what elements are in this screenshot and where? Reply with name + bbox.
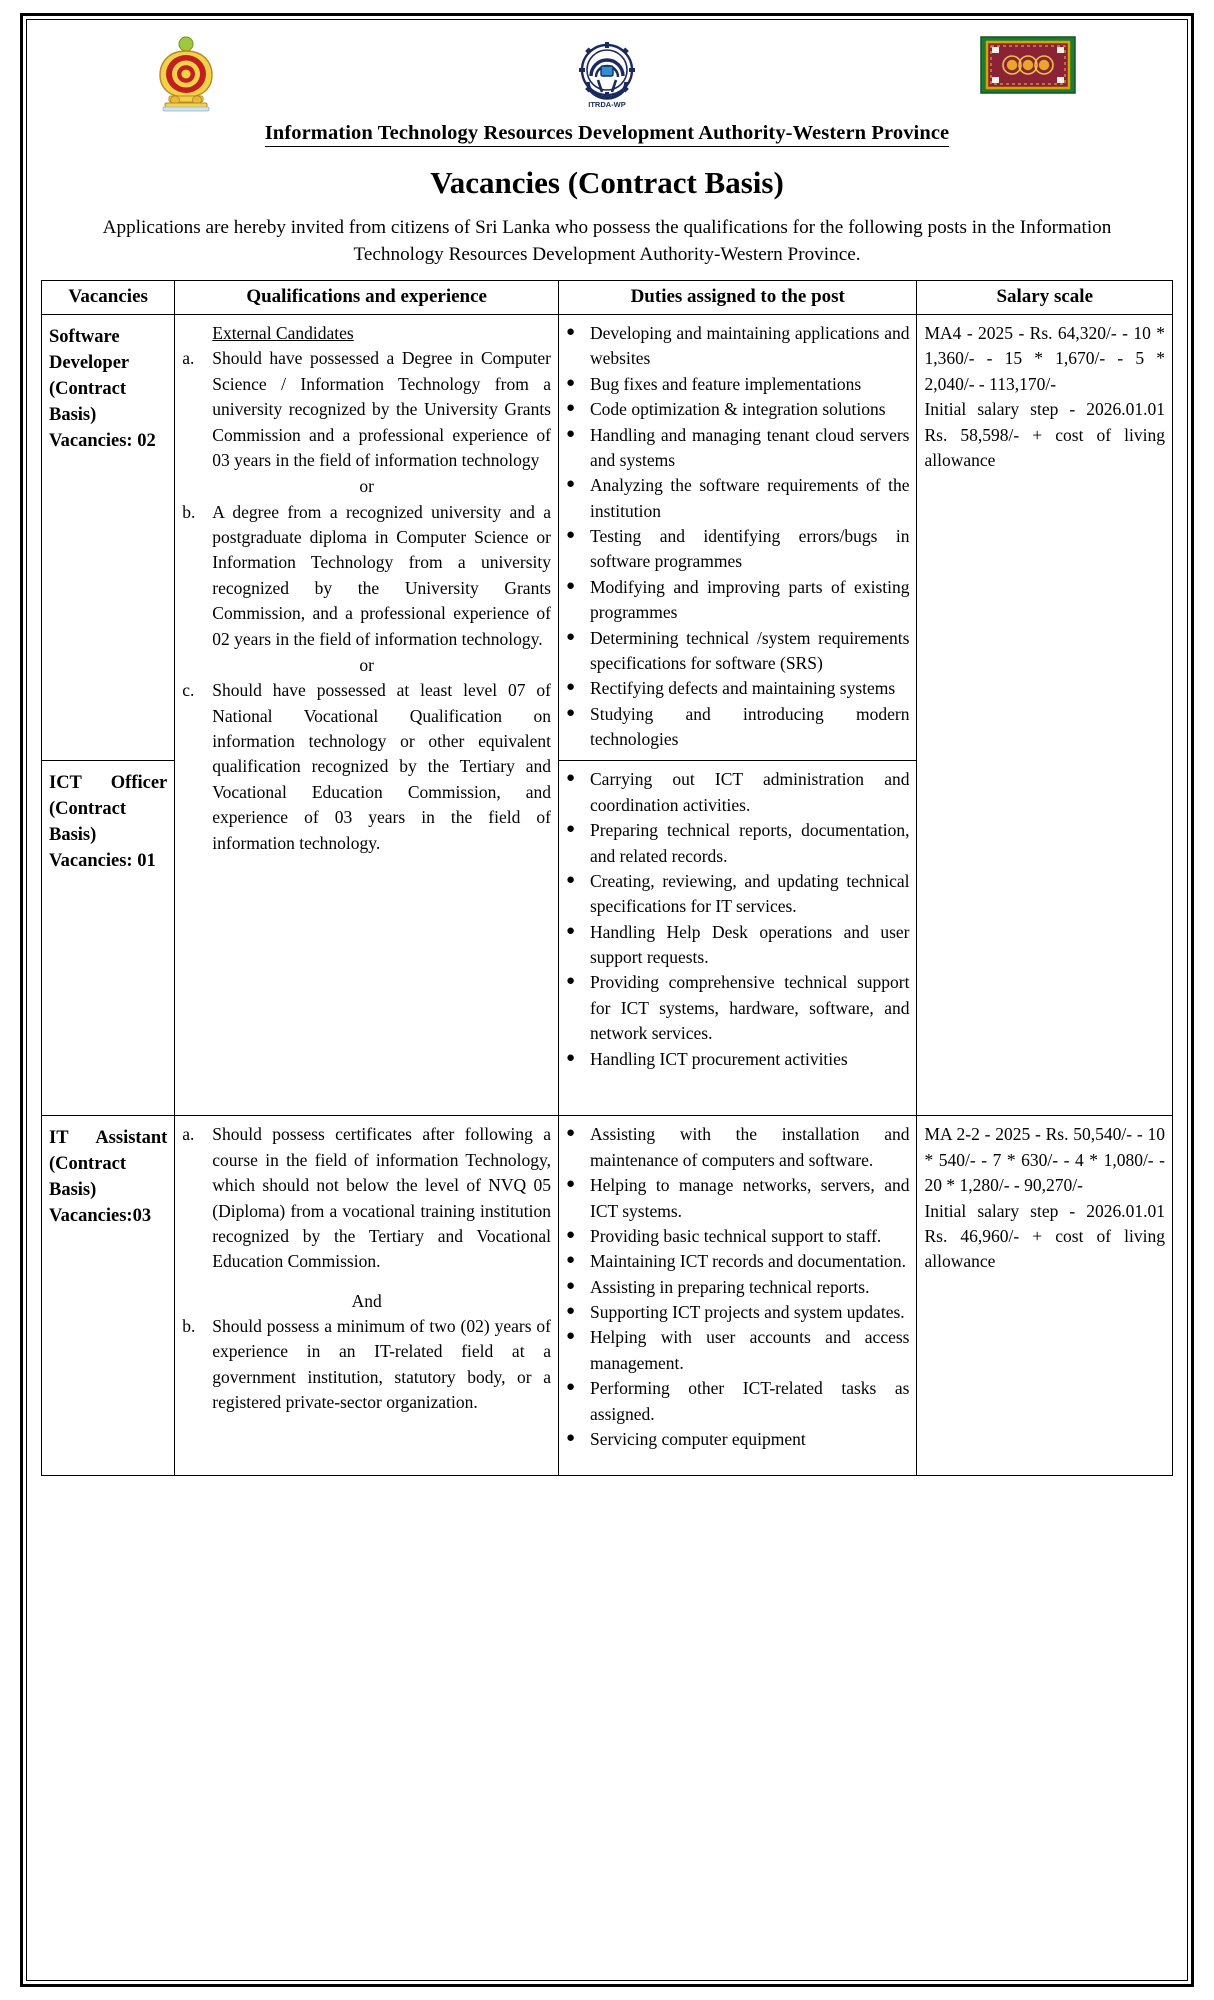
salary-initial-step-it-assistant: Initial salary step - 2026.01.01 Rs. 46,960/- + cost of living allowance <box>924 1200 1165 1272</box>
bullet-icon: ● <box>566 770 576 787</box>
qualification-text: Should have possessed a Degree in Computer Science / Information Technology from a university recognized by the University Grants Commission and a professional experience of 03 years in the field of information technology <box>212 348 551 470</box>
bullet-icon: ● <box>566 1303 576 1319</box>
duty-item <box>566 1173 909 1224</box>
post-line-1: ICT <box>49 773 82 794</box>
duty-item <box>566 1275 909 1300</box>
qualification-item <box>182 1314 551 1416</box>
bullet-icon: ● <box>566 527 576 543</box>
post-cell-software-developer <box>42 315 175 761</box>
page-frame <box>20 13 1194 1987</box>
duty-text: Bug fixes and feature implementations <box>590 373 862 394</box>
salary-initial-step-software-developer: Initial salary step - 2026.01.01 Rs. 58,598/- + cost of living allowance <box>924 399 1165 470</box>
qualification-text: Should have possessed at least level 07 of National Vocational Qualification on information technology or other equivalent qualification recognized by the Tertiary and Vocational Education Commission, and experience of 03 years in the field of information technology. <box>212 680 551 853</box>
duty-text: Handling ICT procurement activities <box>590 1048 848 1069</box>
duty-item <box>566 920 909 971</box>
duty-text: Studying and introducing modern technologies <box>590 703 910 749</box>
bullet-icon: ● <box>566 679 576 696</box>
bullet-icon: ● <box>566 1252 576 1269</box>
duty-item <box>566 423 909 474</box>
qualification-item <box>182 346 551 473</box>
bullet-icon: ● <box>566 628 576 645</box>
qualifications-list <box>182 1122 551 1274</box>
post-line-3: (Contract <box>49 1154 127 1175</box>
post-vacancy-count: Vacancies:03 <box>49 1206 152 1227</box>
qualification-text: Should possess certificates after following a course in the field of information Technology, which should not below the level of NVQ 05 (Diploma) from a vocational training institution recognized by the Tertiary and Vocational Education Commission. <box>212 1124 551 1272</box>
duty-item <box>566 626 909 677</box>
post-line-4: Basis) <box>49 825 97 846</box>
bullet-icon: ● <box>566 1277 576 1294</box>
qualifications-list <box>182 346 551 473</box>
bullet-icon: ● <box>566 1125 576 1142</box>
duty-text: Supporting ICT projects and system updates. <box>590 1302 905 1322</box>
bullet-icon: ● <box>566 1049 576 1066</box>
duty-item <box>566 372 909 397</box>
qualification-marker: c. <box>182 680 195 701</box>
duty-text: Providing basic technical support to staff. <box>590 1225 882 1246</box>
duty-text: Determining technical /system requirements specifications for software (SRS) <box>590 627 910 673</box>
bullet-icon: ● <box>566 871 576 888</box>
table-row <box>42 1116 1173 1476</box>
qualification-text: Should possess a minimum of two (02) years of experience in an IT-related field at a government institution, statutory body, or a registered private-sector organization. <box>212 1316 551 1413</box>
organization-title-text: Information Technology Resources Development Authority-Western Province <box>265 122 950 147</box>
bullet-icon: ● <box>566 922 576 939</box>
duty-text: Helping to manage networks, servers, and ICT systems. <box>590 1175 910 1221</box>
bullet-icon: ● <box>566 324 576 340</box>
post-line-4: Basis) <box>49 1180 97 1201</box>
duty-text: Analyzing the software requirements of the institution <box>590 475 910 521</box>
bullet-icon: ● <box>566 476 576 493</box>
itrda-wp-logo-icon <box>572 36 642 117</box>
qualifications-list <box>182 678 551 856</box>
duty-text: Handling Help Desk operations and user support requests. <box>590 921 910 967</box>
bullet-icon: ● <box>566 1328 576 1345</box>
post-vacancy-count: Vacancies: 02 <box>49 430 156 451</box>
post-line-3: (Contract <box>49 799 127 820</box>
qualifications-list <box>182 500 551 652</box>
duty-text: Preparing technical reports, documentation, and related records. <box>590 820 910 866</box>
post-vacancy-count: Vacancies: 01 <box>49 851 156 872</box>
post-title-it-assistant <box>49 1122 167 1230</box>
bullet-icon: ● <box>566 704 576 721</box>
qualifications-list <box>182 1314 551 1416</box>
qualification-marker: b. <box>182 501 196 522</box>
column-header-salary: Salary scale <box>917 281 1173 315</box>
duty-text: Creating, reviewing, and updating technical specifications for IT services. <box>590 870 910 917</box>
post-title-software-developer <box>49 321 167 454</box>
sri-lanka-government-emblem-icon <box>155 36 217 117</box>
post-title-ict-officer <box>49 767 167 875</box>
qualification-item <box>182 500 551 652</box>
duty-item <box>566 575 909 626</box>
qualification-marker: a. <box>182 1124 195 1145</box>
duties-list-software-developer <box>566 321 909 752</box>
duty-text: Code optimization & integration solutions <box>590 399 886 420</box>
duty-item <box>566 818 909 869</box>
duties-cell-software-developer <box>559 315 917 761</box>
bullet-icon: ● <box>566 400 576 417</box>
duty-item <box>566 676 909 701</box>
post-line-3: (Contract <box>49 378 127 399</box>
salary-scale-it-assistant: MA 2-2 - 2025 - Rs. 50,540/- - 10 * 540/- - 7 * 630/- - 4 * 1,080/- - 20 * 1,280/- - 90,270/- <box>924 1124 1165 1196</box>
post-line-1-2 <box>49 771 167 797</box>
duty-text: Rectifying defects and maintaining systems <box>590 678 896 699</box>
duty-text: Assisting in preparing technical reports. <box>590 1276 870 1297</box>
duty-text: Providing comprehensive technical support for ICT systems, hardware, software, and network services. <box>590 972 910 1044</box>
duty-text: Handling and managing tenant cloud servers and systems <box>590 424 910 470</box>
organization-title <box>41 122 1173 145</box>
duty-item <box>566 1224 909 1249</box>
qualification-separator-or-2: or <box>359 654 374 675</box>
qualification-separator-or-1: or <box>359 476 374 497</box>
bullet-icon: ● <box>566 973 576 990</box>
qualifications-cell-it-assistant <box>175 1116 559 1476</box>
salary-scale-software-developer: MA4 - 2025 - Rs. 64,320/- - 10 * 1,360/- - 15 * 1,670/- - 5 * 2,040/- - 113,170/- <box>924 323 1165 394</box>
duty-text: Testing and identifying errors/bugs in software programmes <box>590 526 910 572</box>
svg-text:ITRDA-WP: ITRDA-WP <box>588 100 626 109</box>
table-row <box>42 315 1173 761</box>
qualification-item <box>182 678 551 856</box>
qualifications-cell-software-developer-ict-officer <box>175 315 559 1116</box>
bullet-icon: ● <box>566 374 576 391</box>
post-line-1: Software <box>49 327 120 347</box>
duty-item <box>566 1325 909 1376</box>
bullet-icon: ● <box>566 425 576 442</box>
column-header-duties: Duties assigned to the post <box>559 281 917 315</box>
post-line-1-2 <box>49 1126 167 1152</box>
duties-list-it-assistant <box>566 1122 909 1452</box>
post-line-2: Developer <box>49 352 130 373</box>
duty-item <box>566 473 909 524</box>
post-line-2: Officer <box>110 773 168 794</box>
logo-slot-left <box>131 36 241 117</box>
bullet-icon: ● <box>566 1176 576 1193</box>
post-cell-it-assistant <box>42 1116 175 1476</box>
duty-text: Servicing computer equipment <box>590 1428 806 1449</box>
qualification-item <box>182 1122 551 1274</box>
duty-item <box>566 767 909 818</box>
duty-text: Carrying out ICT administration and coordination activities. <box>590 769 910 815</box>
duty-item <box>566 702 909 753</box>
qualification-marker: b. <box>182 1316 196 1336</box>
duty-item <box>566 321 909 372</box>
duties-list-ict-officer <box>566 767 909 1072</box>
post-line-4: Basis) <box>49 404 97 425</box>
qualification-marker: a. <box>182 348 195 369</box>
logo-slot-right <box>973 36 1083 99</box>
duty-text: Assisting with the installation and maintenance of computers and software. <box>590 1124 910 1170</box>
duty-item <box>566 1300 909 1325</box>
bullet-icon: ● <box>566 1379 576 1396</box>
duty-item <box>566 524 909 575</box>
duty-text: Modifying and improving parts of existing programmes <box>590 576 910 623</box>
duty-text: Helping with user accounts and access management. <box>590 1327 910 1373</box>
salary-cell-it-assistant <box>917 1116 1173 1476</box>
post-line-1: IT <box>49 1128 69 1149</box>
duty-item <box>566 1427 909 1452</box>
duty-item <box>566 1047 909 1072</box>
table-header-row <box>42 281 1173 315</box>
column-header-qualifications: Qualifications and experience <box>175 281 559 315</box>
bullet-icon: ● <box>566 1226 576 1243</box>
bullet-icon: ● <box>566 1429 576 1446</box>
post-cell-ict-officer <box>42 761 175 1116</box>
salary-cell-software-developer-ict-officer <box>917 315 1173 1116</box>
qualifications-sub-heading: External Candidates <box>212 323 354 343</box>
qualification-separator-and: And <box>351 1290 382 1311</box>
page-title: Vacancies (Contract Basis) <box>430 165 784 200</box>
duty-text: Maintaining ICT records and documentation. <box>590 1251 907 1272</box>
duties-cell-ict-officer <box>559 761 917 1116</box>
duty-item <box>566 1376 909 1427</box>
post-line-2: Assistant <box>95 1128 168 1149</box>
duty-item <box>566 1249 909 1274</box>
logo-slot-center <box>552 36 662 117</box>
duty-text: Performing other ICT-related tasks as assigned. <box>590 1378 910 1424</box>
page-frame-inner <box>26 19 1188 1981</box>
vacancies-table <box>41 280 1173 1476</box>
intro-paragraph: Applications are hereby invited from citizens of Sri Lanka who possess the qualifications for the following posts in the Information Technology Resources Development Authority-Western Province. <box>102 217 1112 265</box>
duty-item <box>566 970 909 1046</box>
duty-item <box>566 397 909 422</box>
duty-item <box>566 1122 909 1173</box>
logo-header <box>41 30 1173 108</box>
column-header-vacancies: Vacancies <box>42 281 175 315</box>
duty-item <box>566 869 909 920</box>
western-province-emblem-icon <box>980 36 1076 99</box>
duty-text: Developing and maintaining applications and websites <box>590 323 910 369</box>
qualification-text: A degree from a recognized university and a postgraduate diploma in Computer Science or Information Technology from a university recognized by the University Grants Commission, and a professional experience of 02 years in the field of information technology. <box>212 501 551 649</box>
bullet-icon: ● <box>566 577 576 594</box>
duties-cell-it-assistant <box>559 1116 917 1476</box>
bullet-icon: ● <box>566 821 576 838</box>
